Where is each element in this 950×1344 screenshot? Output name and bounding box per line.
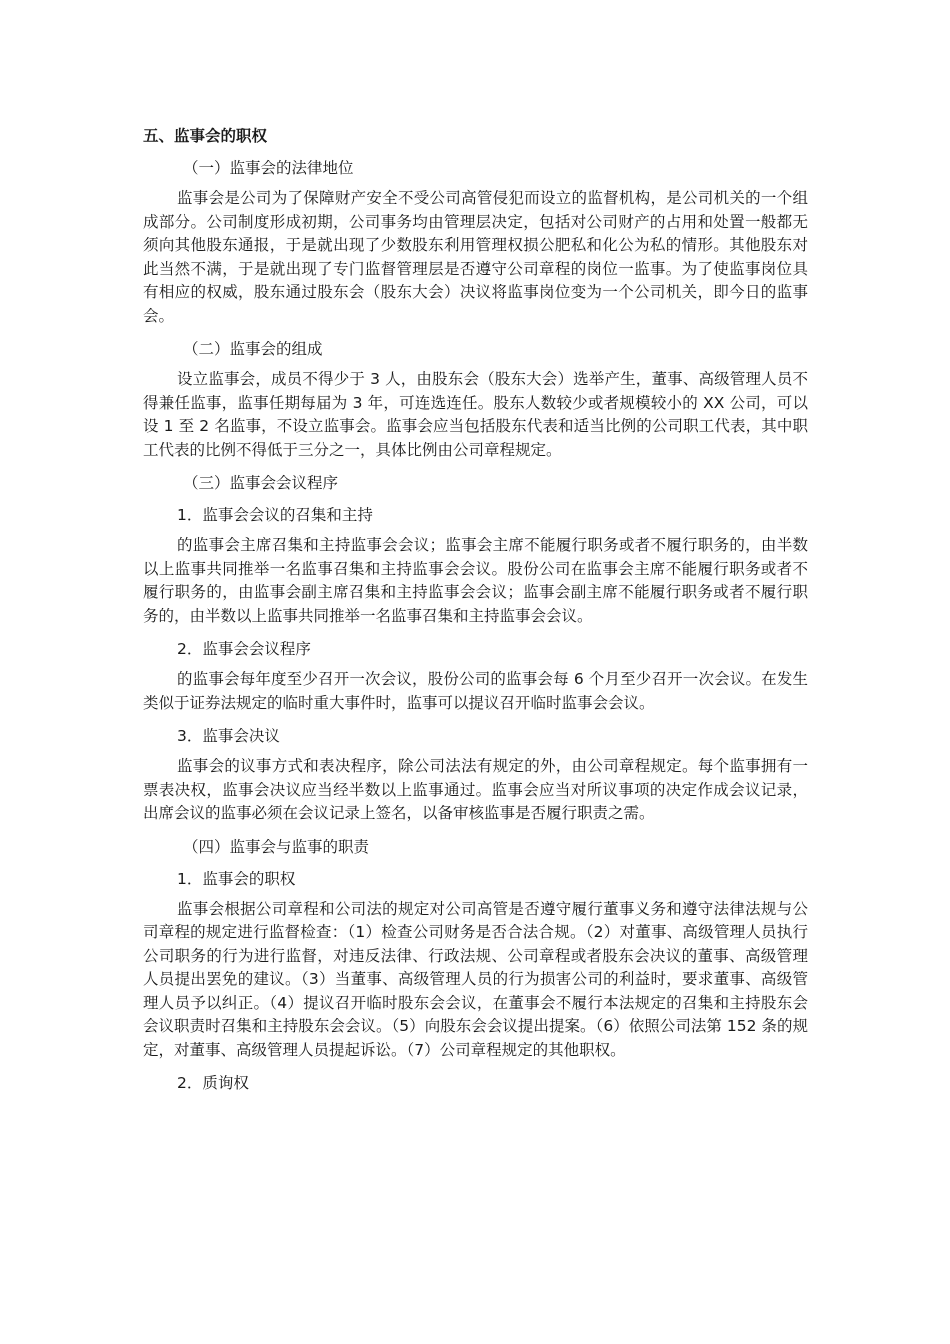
paragraph-resolution: 监事会的议事方式和表决程序，除公司法法有规定的外，由公司章程规定。每个监事拥有一票表决权，监事会决议应当经半数以上监事通过。监事会应当对所议事项的决定作成会议记录，出席会议的监事必须在会议记录上签名，以备审核监事是否履行职责之需。 xyxy=(143,757,808,822)
item-heading-convening: 1．监事会会议的召集和主持 xyxy=(177,506,373,524)
subsection-heading-meeting-procedure: （三）监事会会议程序 xyxy=(183,474,339,492)
paragraph-procedure: 的监事会每年度至少召开一次会议，股份公司的监事会每 6 个月至少召开一次会议。在发生类似于证券法规定的临时重大事件时，监事可以提议召开临时监事会会议。 xyxy=(143,670,808,712)
item-heading-procedure: 2．监事会会议程序 xyxy=(177,640,311,658)
item-heading-powers: 1．监事会的职权 xyxy=(177,869,296,888)
paragraph-legal-status: 监事会是公司为了保障财产安全不受公司高管侵犯而设立的监督机构，是公司机关的一个组成部分。公司制度形成初期，公司事务均由管理层决定，包括对公司财产的占用和处置一般都无须向其他股东通报，于是就出现了少数股东利用管理权损公肥私和化公为私的情形。其他股东对此当然不满，于是就出现了专门监督管理层是否遵守公司章程的岗位一监事。为了使监事岗位具有相应的权威，股东通过股东会（股东大会）决议将监事岗位变为一个公司机关，即今日的监事会。 xyxy=(143,189,808,325)
item-heading-inquiry-right: 2．质询权 xyxy=(177,1074,249,1092)
subsection-heading-duties: （四）监事会与监事的职责 xyxy=(183,837,370,856)
item-heading-resolution: 3．监事会决议 xyxy=(177,727,280,745)
subsection-heading-legal-status: （一）监事会的法律地位 xyxy=(183,159,354,177)
paragraph-powers: 监事会根据公司章程和公司法的规定对公司高管是否遵守履行董事义务和遵守法律法规与公司章程的规定进行监督检查：（1）检查公司财务是否合法合规。（2）对董事、高级管理人员执行公司职务的行为进行监督，对违反法律、行政法规、公司章程或者股东会决议的董事、高级管理人员提出罢免的建议。（3）当董事、高级管理人员的行为损害公司的利益时，要求董事、高级管理人员予以纠正。（4）提议召开临时股东会会议，在董事会不履行本法规定的召集和主持股东会会议职责时召集和主持股东会会议。（5）向股东会会议提出提案。（6）依照公司法第 152 条的规定，对董事、高级管理人员提起诉讼。（7）公司章程规定的其他职权。 xyxy=(143,899,808,1059)
paragraph-convening: 的监事会主席召集和主持监事会会议；监事会主席不能履行职务或者不履行职务的，由半数以上监事共同推举一名监事召集和主持监事会会议。股份公司在监事会主席不能履行职务或者不履行职务的，由监事会副主席召集和主持监事会会议；监事会副主席不能履行职务或者不履行职务的，由半数以上监事共同推举一名监事召集和主持监事会会议。 xyxy=(143,536,808,625)
document-page xyxy=(143,123,808,1102)
subsection-heading-composition: （二）监事会的组成 xyxy=(183,340,323,358)
section-title: 五、监事会的职权 xyxy=(143,127,268,145)
paragraph-composition: 设立监事会，成员不得少于 3 人，由股东会（股东大会）选举产生，董事、高级管理人员不得兼任监事，监事任期每届为 3 年，可连选连任。股东人数较少或者规模较小的 XX 公司，可以设 1 至 2 名监事，不设立监事会。监事会应当包括股东代表和适当比例的公司职工代表，其中职工代表的比例不得低于三分之一，具体比例由公司章程规定。 xyxy=(143,370,808,459)
